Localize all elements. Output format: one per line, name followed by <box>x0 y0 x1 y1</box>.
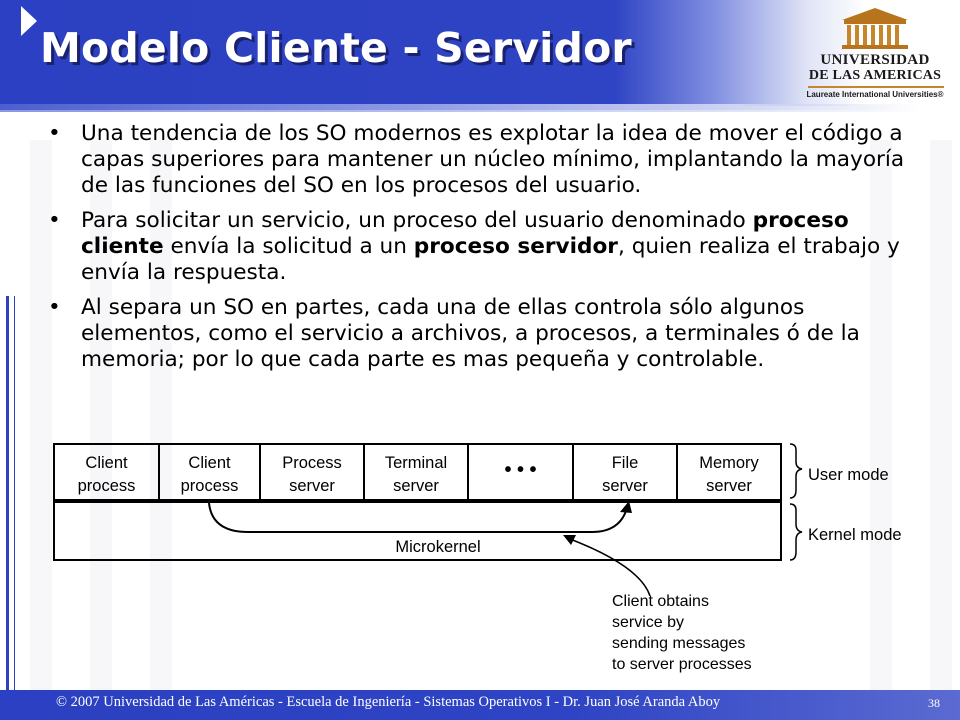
user-mode-label: User mode <box>808 466 889 484</box>
user-box-label: server <box>289 477 335 495</box>
university-logo <box>800 6 950 98</box>
bullet-text: Al separa un SO en partes, cada una de ellas controla sólo algunos elementos, como el servicio a archivos, a procesos, a terminales ó de la memoria; por lo que cada parte es mas pequeña y controlable. <box>81 295 860 372</box>
user-box <box>677 444 781 500</box>
logo-line-2: DE LAS AMERICAS <box>808 68 942 83</box>
user-mode-brace <box>790 444 802 498</box>
bullet-dot-icon: • <box>48 121 61 146</box>
user-box-label: • • • <box>504 459 537 481</box>
user-box-label: server <box>602 477 648 495</box>
bullet-dot-icon: • <box>48 208 61 233</box>
bullet-text: Para solicitar un servicio, un proceso del usuario denominado <box>81 208 753 233</box>
annotation-arrow <box>570 539 650 596</box>
bullet-bold-term: proceso cliente <box>81 208 849 259</box>
user-box <box>573 444 677 500</box>
slide-title: Modelo Cliente - Servidor <box>40 24 632 72</box>
user-box-label: Process <box>282 454 342 472</box>
logo-tagline: Laureate International Universities® <box>806 90 944 99</box>
kernel-mode-label: Kernel mode <box>808 526 902 544</box>
user-box-label: server <box>706 477 752 495</box>
user-box <box>54 444 159 500</box>
user-box <box>260 444 364 500</box>
kernel-label: Microkernel <box>395 538 481 556</box>
user-box-label: Client <box>85 454 128 472</box>
logo-line-1: UNIVERSIDAD <box>820 52 930 68</box>
user-box-label: process <box>77 477 136 495</box>
bullet-item <box>48 208 928 286</box>
kernel-mode-brace <box>790 504 802 560</box>
play-triangle-icon <box>19 4 39 38</box>
left-accent-rule <box>6 296 9 690</box>
logo-divider <box>808 86 944 88</box>
user-box-label: process <box>180 477 239 495</box>
user-box <box>364 444 468 500</box>
bullet-text: envía la solicitud a un <box>163 234 414 259</box>
bullet-text: , quien realiza el trabajo y envía la respuesta. <box>81 234 900 285</box>
user-box-label: Client <box>188 454 231 472</box>
message-arc <box>209 503 627 532</box>
user-box-label: File <box>611 454 639 472</box>
footer-credits: © 2007 Universidad de Las Américas - Escuela de Ingeniería - Sistemas Operativos I - Dr. Juan José Aranda Aboy <box>56 694 721 710</box>
microkernel-diagram <box>50 436 920 680</box>
user-box <box>159 444 260 500</box>
annotation-line: service by <box>612 614 685 631</box>
user-mode-row <box>54 444 781 500</box>
user-box <box>468 444 573 500</box>
bullet-text: Una tendencia de los SO modernos es explotar la idea de mover el código a capas superiores para mantener un núcleo mínimo, implantando la mayoría de las funciones del SO en los procesos del usuario. <box>81 121 905 198</box>
columns-building-icon <box>800 6 950 52</box>
user-box-label: Terminal <box>384 454 448 472</box>
annotation-line: Client obtains <box>612 593 709 610</box>
user-box-label: Memory <box>699 454 759 472</box>
bullet-dot-icon: • <box>48 295 61 320</box>
bullet-item <box>48 295 928 373</box>
page-number: 38 <box>928 696 940 710</box>
annotation-line: to server processes <box>612 656 752 673</box>
annotation-text <box>612 593 752 673</box>
bullet-bold-term: proceso servidor <box>413 234 618 259</box>
user-box-label: server <box>393 477 439 495</box>
bullet-list <box>48 121 928 382</box>
annotation-line: sending messages <box>612 635 746 652</box>
left-accent-rule-thin <box>14 296 15 690</box>
bullet-item <box>48 121 928 199</box>
